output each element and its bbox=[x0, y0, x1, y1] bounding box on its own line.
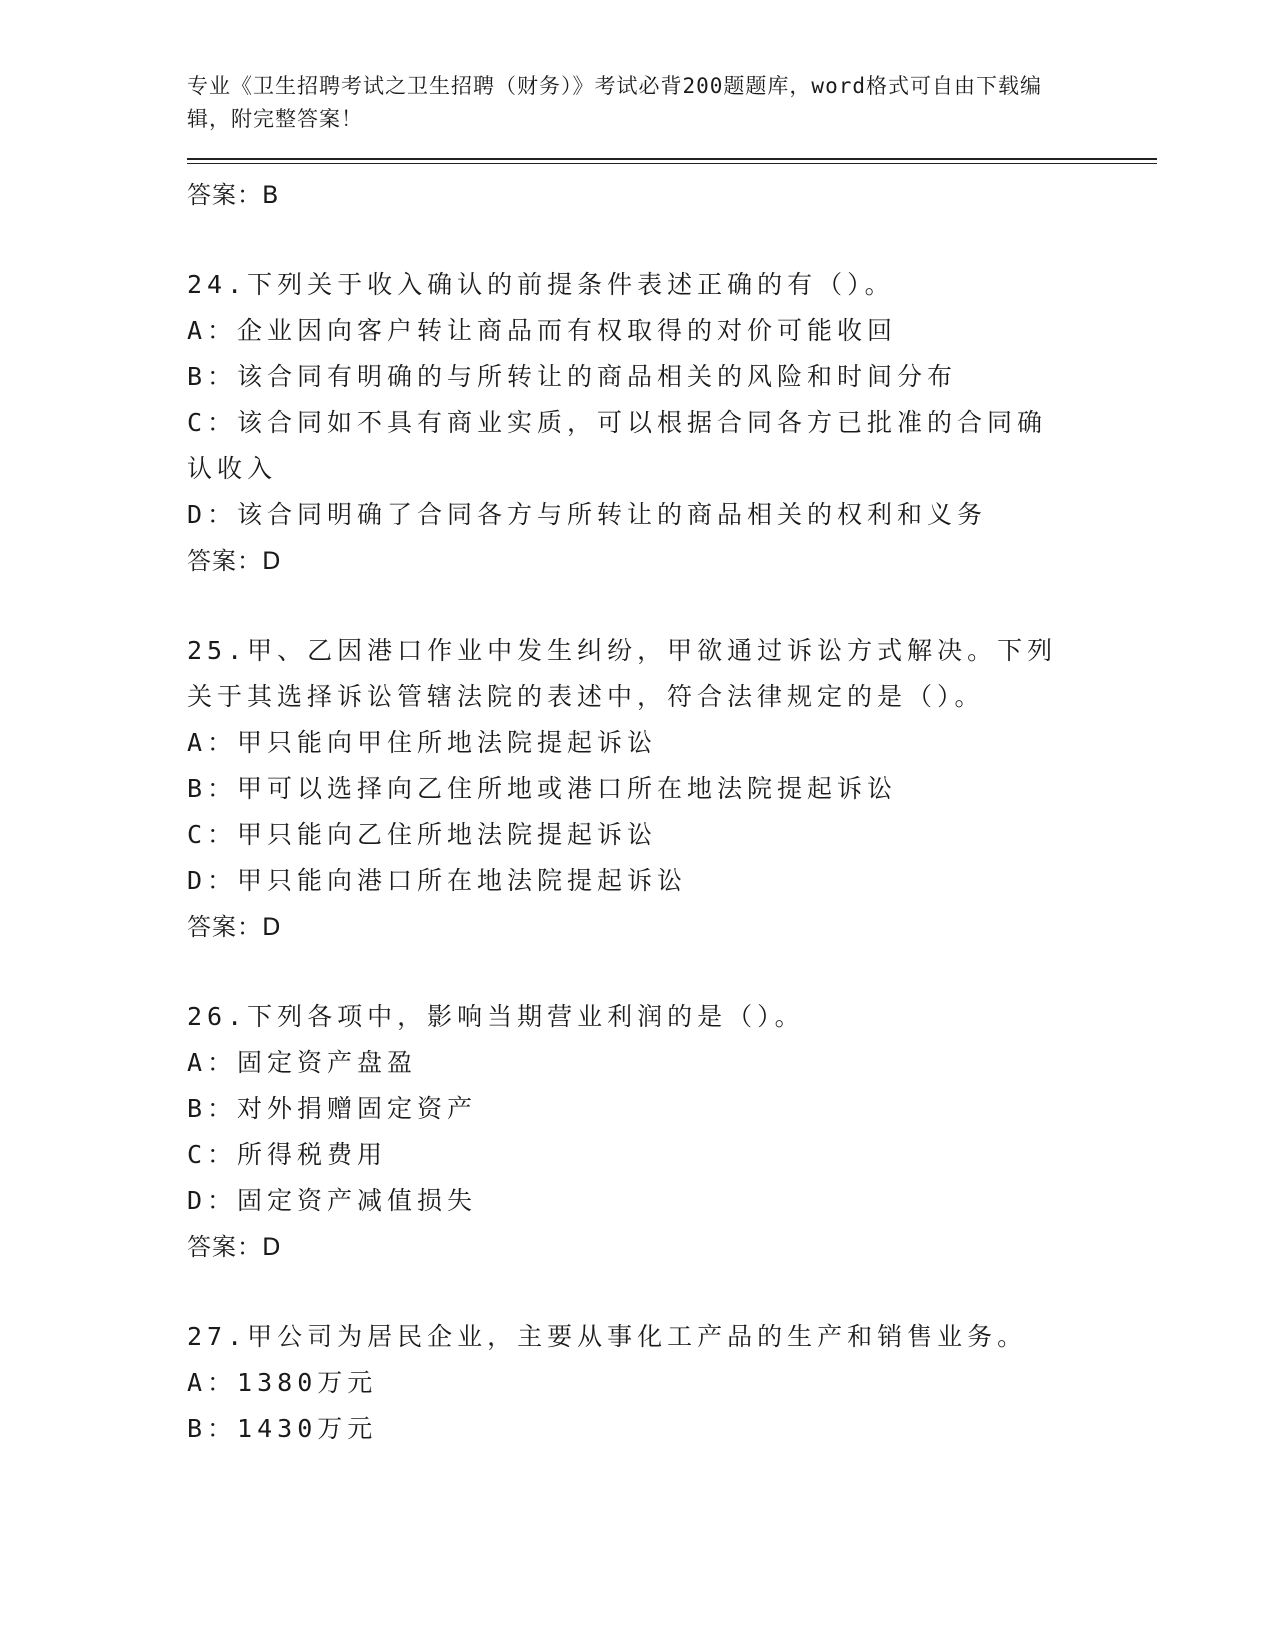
option-b: B：该合同有明确的与所转让的商品相关的风险和时间分布 bbox=[187, 362, 958, 391]
question-stem: 24.下列关于收入确认的前提条件表述正确的有（）。 bbox=[187, 270, 895, 299]
option-d: D：该合同明确了合同各方与所转让的商品相关的权利和义务 bbox=[187, 500, 988, 529]
document-page bbox=[187, 70, 1157, 1452]
answer-line: 答案：B bbox=[187, 181, 280, 209]
question-block bbox=[187, 628, 1157, 950]
answer-line: 答案：D bbox=[187, 1233, 282, 1261]
question-stem: 27.甲公司为居民企业，主要从事化工产品的生产和销售业务。 bbox=[187, 1322, 1028, 1351]
answer-line: 答案：D bbox=[187, 913, 282, 941]
option-d: D：固定资产减值损失 bbox=[187, 1186, 478, 1215]
option-d: D：甲只能向港口所在地法院提起诉讼 bbox=[187, 866, 688, 895]
option-a: A：甲只能向甲住所地法院提起诉讼 bbox=[187, 728, 658, 757]
option-c: C：该合同如不具有商业实质，可以根据合同各方已批准的合同确认收入 bbox=[187, 408, 1048, 483]
option-b: B：甲可以选择向乙住所地或港口所在地法院提起诉讼 bbox=[187, 774, 898, 803]
question-stem: 25.甲、乙因港口作业中发生纠纷，甲欲通过诉讼方式解决。下列关于其选择诉讼管辖法院的表述中，符合法律规定的是（）。 bbox=[187, 636, 1058, 711]
option-c: C：所得税费用 bbox=[187, 1140, 388, 1169]
answer-line: 答案：D bbox=[187, 547, 282, 575]
question-block bbox=[187, 262, 1157, 584]
option-b: B：对外捐赠固定资产 bbox=[187, 1094, 478, 1123]
option-a: A：企业因向客户转让商品而有权取得的对价可能收回 bbox=[187, 316, 898, 345]
question-block bbox=[187, 994, 1157, 1270]
document-header: 专业《卫生招聘考试之卫生招聘（财务）》考试必背200题题库，word格式可自由下载编辑，附完整答案！ bbox=[187, 74, 1042, 131]
option-c: C：甲只能向乙住所地法院提起诉讼 bbox=[187, 820, 658, 849]
option-a: A：固定资产盘盈 bbox=[187, 1048, 418, 1077]
header-divider bbox=[187, 158, 1157, 164]
question-stem: 26.下列各项中，影响当期营业利润的是（）。 bbox=[187, 1002, 805, 1031]
question-block bbox=[187, 1314, 1157, 1452]
option-b: B：1430万元 bbox=[187, 1414, 378, 1443]
option-a: A：1380万元 bbox=[187, 1368, 378, 1397]
